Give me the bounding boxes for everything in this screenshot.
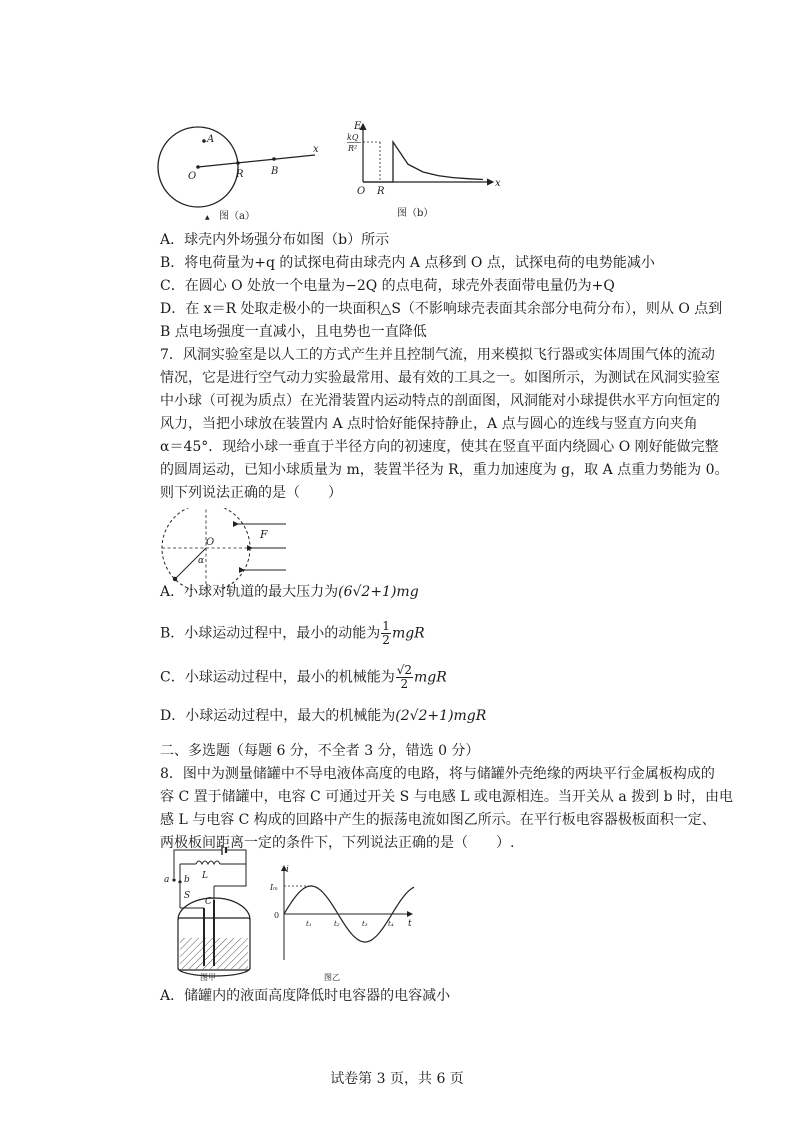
page-footer: 试卷第 3 页，共 6 页: [330, 1071, 464, 1087]
label-C: C: [205, 897, 212, 907]
caption-yi: 图乙: [324, 973, 340, 982]
section-heading: 二、多选题（每题 6 分，不全者 3 分，错选 0 分）: [160, 743, 480, 759]
wire: [226, 850, 246, 864]
label-origin: 0: [274, 911, 280, 920]
label-a: a: [164, 875, 170, 885]
q7-option-c-text: C．小球运动过程中，最小的机械能为: [160, 669, 395, 686]
wire: [214, 864, 246, 886]
q6-option-a: A．球壳内外场强分布如图（b）所示: [160, 232, 390, 248]
label-O: O: [188, 171, 197, 182]
q7-option-a-text: A．小球对轨道的最大压力为: [160, 584, 339, 600]
label-F: F: [260, 528, 268, 541]
label-t: t: [408, 919, 412, 929]
figure-a-svg: [150, 124, 340, 224]
q7-option-b-tail: mgR: [391, 625, 425, 642]
label-b: b: [184, 875, 190, 885]
q7-option-b: [160, 620, 425, 647]
tick-kQ: kQ: [347, 133, 359, 142]
tick-t1: t₁: [306, 920, 312, 928]
label-O: O: [357, 186, 366, 197]
figure-a: [150, 124, 340, 224]
label-B: B: [271, 166, 279, 177]
q7-option-a: [160, 582, 419, 602]
terminal-a: [172, 878, 175, 881]
figure-q7: [150, 508, 290, 590]
fraction: [396, 664, 413, 691]
label-R: R: [236, 169, 244, 180]
fraction-denominator: 2: [382, 633, 390, 647]
point-R: [236, 161, 240, 165]
q8-stem-line: 两极板间距离一定的条件下，下列说法正确的是（ ）.: [160, 835, 515, 851]
figure-b-svg: [345, 120, 505, 224]
caption-jia: 图甲: [200, 973, 216, 982]
label-A: A: [207, 134, 215, 145]
q7-option-b-text: B．小球运动过程中，最小的动能为: [160, 625, 381, 642]
label-x: x: [313, 144, 319, 155]
q7-stem-line: 情况，它是进行空气动力实验最常用、最有效的工具之一。如图所示，为测试在风洞实验室: [160, 370, 720, 386]
field-curve: [363, 142, 483, 182]
point-A: [202, 139, 206, 143]
tick-t2: t₂: [334, 920, 340, 928]
fraction-numerator: 1: [382, 619, 390, 633]
q7-stem-line: 7．风洞实验室是以人工的方式产生并且控制气流，用来模拟飞行器或实体周围气体的流动: [160, 347, 715, 363]
inductor-coil: [196, 861, 220, 864]
label-Im: Iₘ: [270, 883, 279, 892]
ball-A: [173, 577, 177, 581]
q7-stem-line: 中小球（可视为质点）在光滑装置内运动特点的剖面图，风洞能对小球提供水平方向恒定的: [160, 393, 720, 409]
label-alpha: α: [198, 556, 205, 566]
q7-option-a-expr: (6√2+1)mg: [338, 584, 419, 600]
figure-q7-svg: [150, 508, 290, 590]
tick-R2: R²: [348, 144, 358, 153]
tick-t4: t₄: [388, 920, 394, 928]
q6-option-d-line2: B 点电场强度一直减小，且电势也一直降低: [160, 324, 427, 340]
terminal-b: [178, 880, 181, 883]
mark-glyph: ▲: [205, 214, 210, 221]
figure-yi: [268, 862, 418, 982]
q7-stem-line: 则下列说法正确的是（ ）: [160, 485, 342, 501]
q8-stem-line: 感 L 与电容 C 构成的回路中产生的振荡电流如图乙所示。在平行板电容器极板面积一定、: [160, 812, 716, 828]
x-axis-line: [198, 155, 315, 167]
label-S: S: [184, 891, 191, 901]
q7-stem-line: 的圆周运动，已知小球质量为 m，装置半径为 R，重力加速度为 g，取 A 点重力势能为 0。: [160, 462, 729, 478]
point-B: [272, 157, 276, 161]
figure-jia-svg: [160, 842, 270, 982]
q8-stem-line: 容 C 置于储罐中，电容 C 可通过开关 S 与电感 L 或电源相连。当开关从 a 拨到 b 时，由电: [160, 789, 734, 805]
label-E: E: [354, 121, 362, 132]
q7-stem-line: α＝45°．现给小球一垂直于半径方向的初速度，使其在竖直平面内绕圆心 O 刚好能做完整: [160, 439, 719, 455]
tick-R: R: [377, 186, 385, 197]
figure-jia: [160, 842, 270, 982]
caption-b: 图（b）: [397, 208, 434, 219]
fraction-denominator: 2: [400, 677, 409, 691]
label-O: O: [206, 537, 215, 548]
q8-stem-line: 8．图中为测量储罐中不导电液体高度的电路，将与储罐外壳绝缘的两块平行金属板构成的: [160, 766, 715, 782]
label-L: L: [202, 871, 208, 881]
figure-yi-svg: [268, 862, 418, 982]
q6-option-c: C．在圆心 O 处放一个电量为−2Q 的点电荷，球壳外表面带电量仍为+Q: [160, 278, 615, 294]
q7-stem-line: 风力，当把小球放在装置内 A 点时恰好能保持静止，A 点与圆心的连线与竖直方向夹角: [160, 416, 698, 432]
q7-option-d: [160, 706, 486, 726]
tick-t3: t₃: [362, 920, 368, 928]
q7-option-d-text: D．小球运动过程中，最大的机械能为: [160, 708, 396, 724]
q7-option-c: [160, 664, 447, 691]
q6-option-d-line1: D．在 x＝R 处取走极小的一块面积△S（不影响球壳表面其余部分电荷分布），则从 O 点到: [160, 301, 723, 317]
q6-option-b: B．将电荷量为+q 的试探电荷由球壳内 A 点移到 O 点，试探电荷的电势能减小: [160, 255, 655, 271]
fraction-numerator: √2: [396, 663, 412, 677]
figure-b: [345, 120, 505, 224]
label-x: x: [495, 178, 501, 189]
q7-option-c-tail: mgR: [414, 669, 447, 686]
caption-a: 图（a）: [219, 211, 255, 222]
point-O: [196, 165, 200, 169]
q7-option-d-expr: (2√2+1)mgR: [395, 708, 487, 724]
label-i: i: [286, 865, 289, 875]
q8-option-a: A．储罐内的液面高度降低时电容器的电容减小: [160, 988, 451, 1004]
fraction: [381, 620, 391, 647]
